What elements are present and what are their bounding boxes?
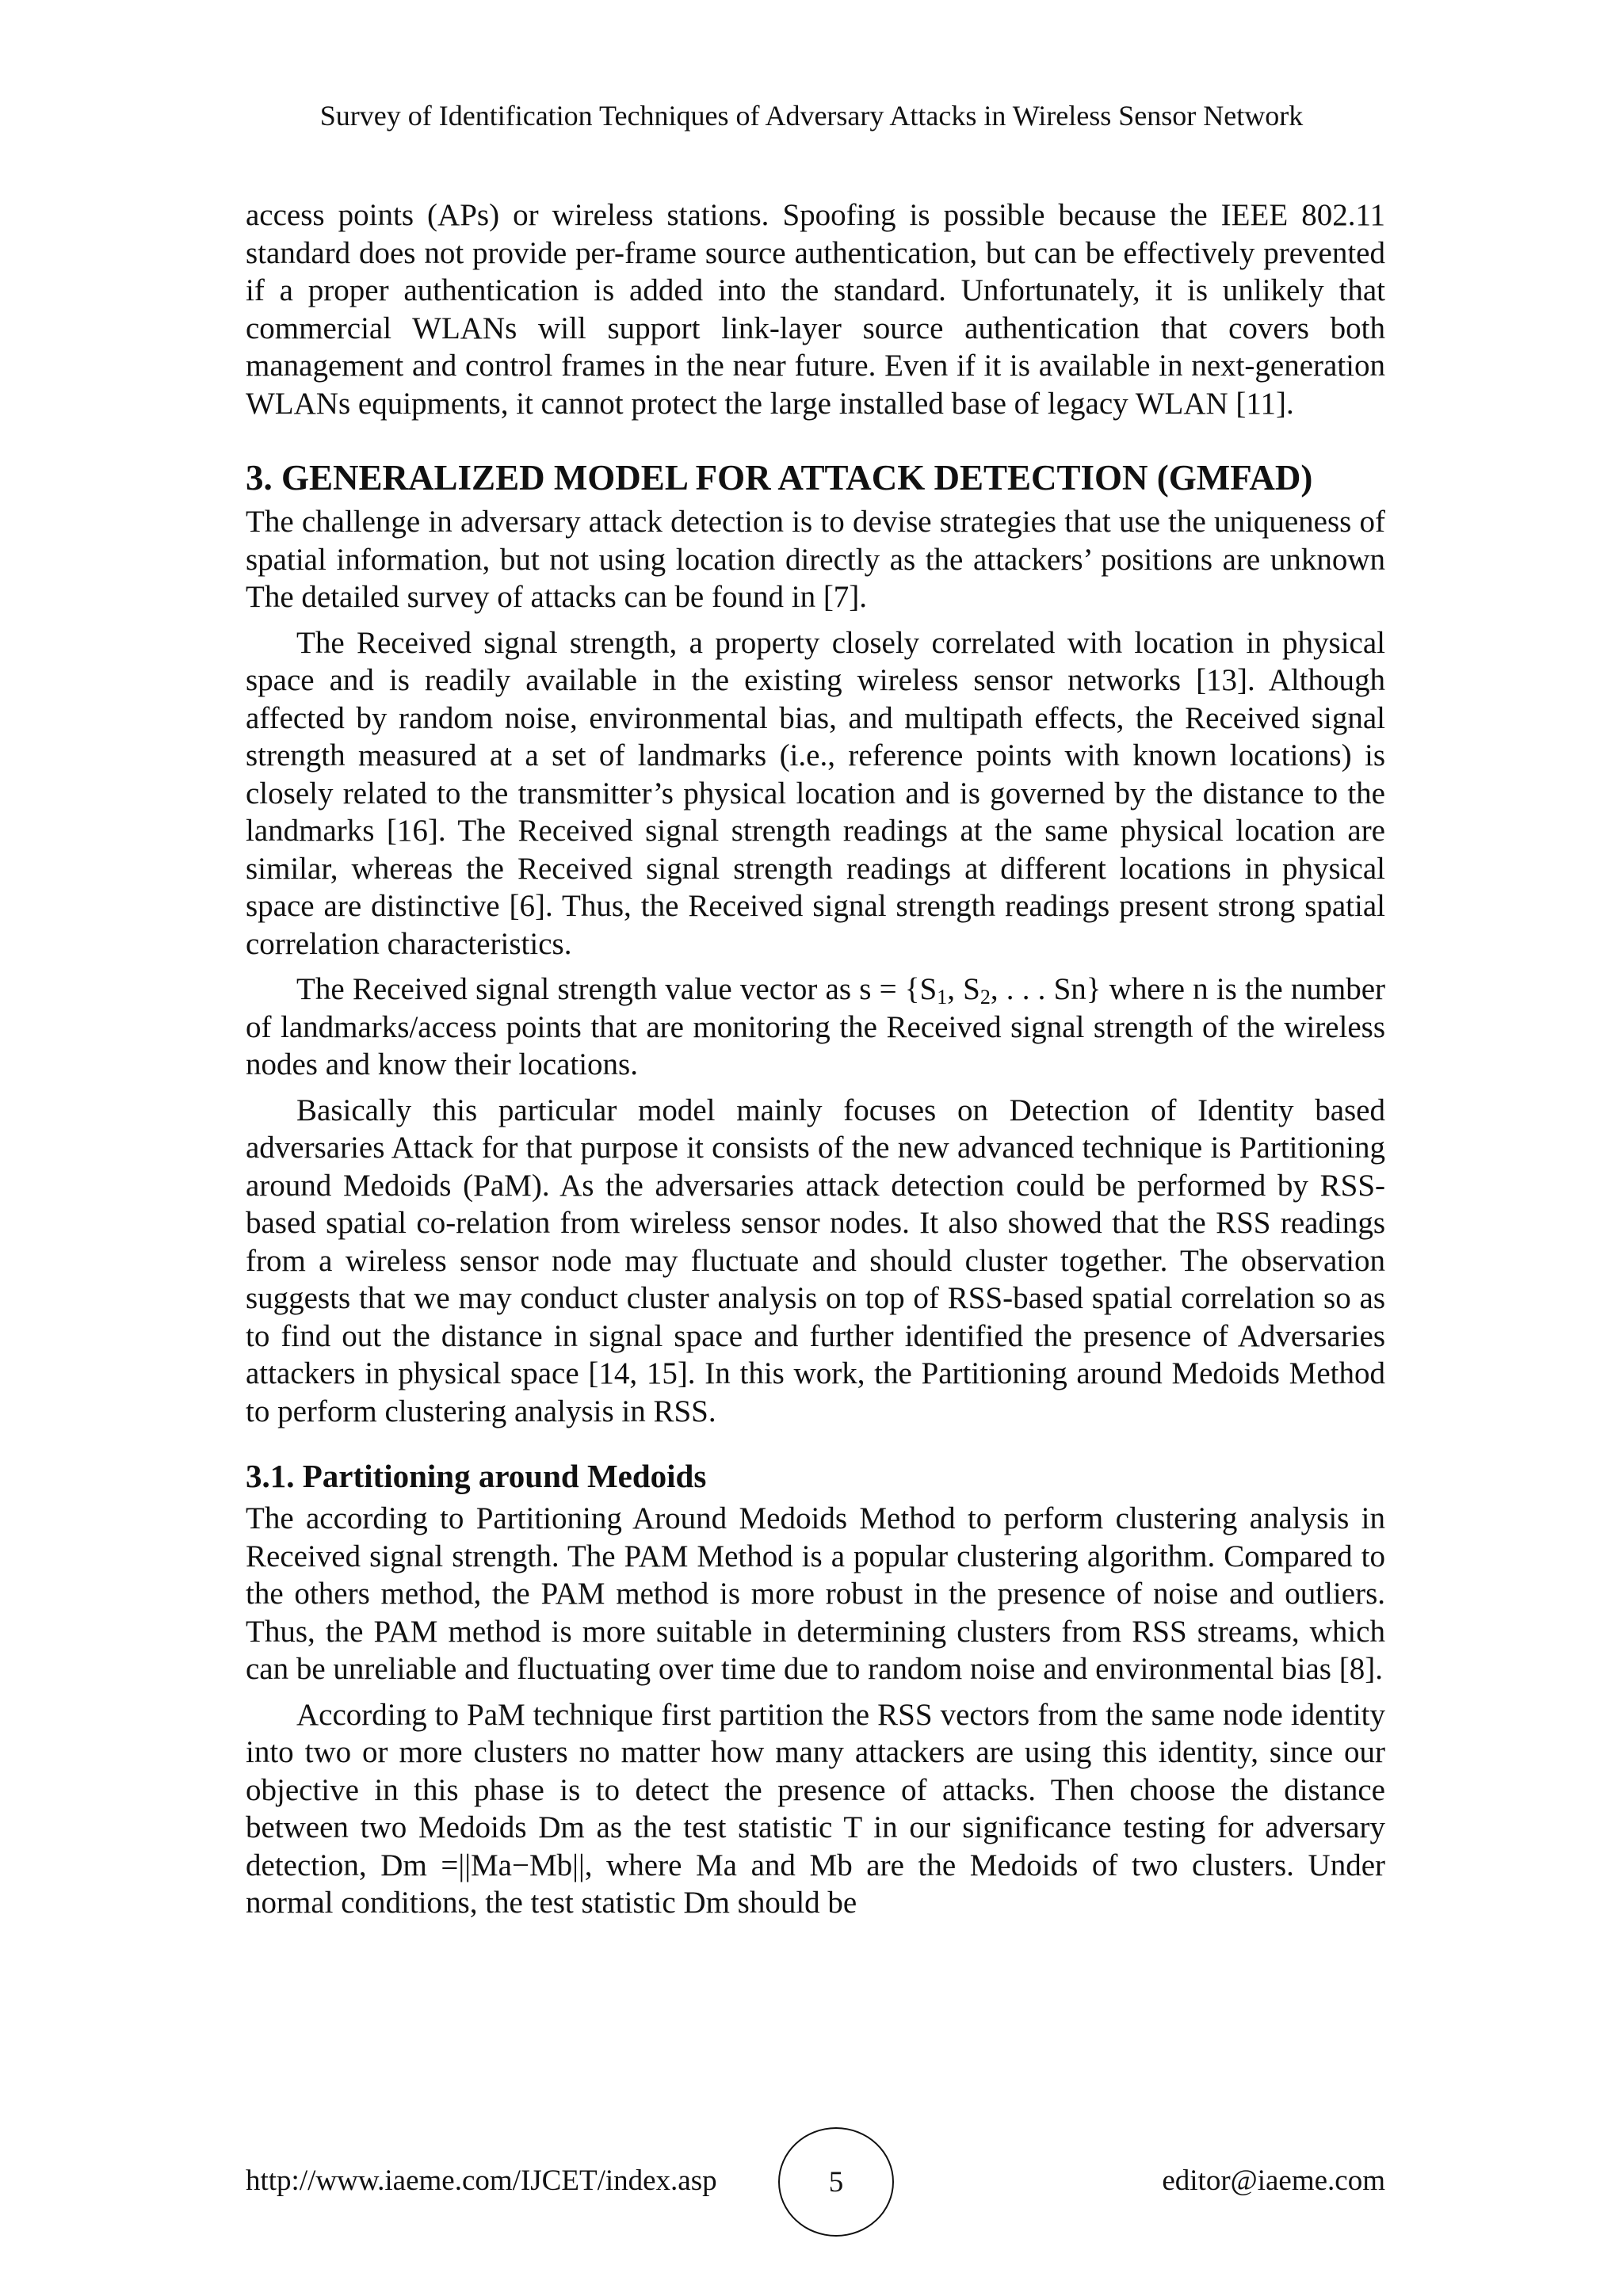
paragraph-rss: The Received signal strength, a property closely correlated with location in physical space and is readily available in the existing wireless sensor networks [13]. Although affected by random noise, environmental bias, and multipath effects, the Received signal strength measured at a set of landmarks (i.e., reference points with known locations) is closely related to the transmitter’s physical location and is governed by the distance to the landmarks [16]. The Received signal strength readings at the same physical location are similar, whereas the Received signal strength readings at different locations in physical space are distinctive [6]. Thus, the Received signal strength readings present strong spatial correlation characteristics. bbox=[246, 625, 1385, 961]
paragraph-pam-intro: The according to Partitioning Around Medoids Method to perform clustering analysis in Received signal strength. The PAM Method is a popular clustering algorithm. Compared to the others method, the PAM method is more robust in the presence of noise and outliers. Thus, the PAM method is more suitable in determining clusters from RSS streams, which can be unreliable and fluctuating over time due to random noise and environmental bias [8]. bbox=[246, 1501, 1385, 1686]
footer-email-link[interactable]: editor@iaeme.com bbox=[1162, 2164, 1385, 2197]
page-number-circle bbox=[778, 2127, 894, 2237]
subscript-1: 1 bbox=[937, 986, 948, 1009]
running-header: Survey of Identification Techniques of Adversary Attacks in Wireless Sensor Network bbox=[319, 100, 1304, 132]
paragraph-intro: access points (APs) or wireless stations. Spoofing is possible because the IEEE 802.11 standard does not provide per-frame source authentication, but can be effectively prevented if a proper authentication is added into the standard. Unfortunately, it is unlikely that commercial WLANs will support link-layer source authentication that covers both management and control frames in the near future. Even if it is available in next-generation WLANs equipments, it cannot protect the large installed base of legacy WLAN [11]. bbox=[246, 198, 1385, 421]
vector-text-end: , . . . Sn} where n is the number of landmarks/access points that are monitoring the Received signal strength of the wireless nodes and know their locations. bbox=[246, 972, 1385, 1081]
article-body bbox=[246, 196, 1385, 1922]
page-number: 5 bbox=[828, 2165, 844, 2199]
vector-text-mid: , S bbox=[947, 972, 980, 1006]
vector-text-start: The Received signal strength value vector as s = {S bbox=[296, 972, 938, 1006]
subscript-2: 2 bbox=[980, 986, 991, 1009]
paragraph-pam-technique: According to PaM technique first partition the RSS vectors from the same node identity into two or more clusters no matter how many attackers are using this identity, since our objective in this phase is to detect the presence of attacks. Then choose the distance between two Medoids Dm as the test statistic T in our significance testing for adversary detection, Dm =||Ma−Mb||, where Ma and Mb are the Medoids of two clusters. Under normal conditions, the test statistic Dm should be bbox=[246, 1697, 1385, 1920]
footer-url-link[interactable]: http://www.iaeme.com/IJCET/index.asp bbox=[246, 2164, 717, 2197]
paragraph-rss-vector bbox=[246, 971, 1385, 1084]
subsection-heading-pam: 3.1. Partitioning around Medoids bbox=[246, 1458, 707, 1494]
paragraph-basically: Basically this particular model mainly focuses on Detection of Identity based adversaries Attack for that purpose it consists of the new advanced technique is Partitioning around Medoids (PaM). As the adversaries attack detection could be performed by RSS-based spatial co-relation from wireless sensor nodes. It also showed that the RSS readings from a wireless sensor node may fluctuate and should cluster together. The observation suggests that we may conduct cluster analysis on top of RSS-based spatial correlation so as to find out the distance in signal space and further identified the presence of Adversaries attackers in physical space [14, 15]. In this work, the Partitioning around Medoids Method to perform clustering analysis in RSS. bbox=[246, 1093, 1385, 1428]
page-footer bbox=[246, 2127, 1385, 2238]
section-heading-gmfad: 3. GENERALIZED MODEL FOR ATTACK DETECTION (GMFAD) bbox=[246, 458, 1313, 498]
paragraph-challenge: The challenge in adversary attack detection is to devise strategies that use the uniqueness of spatial information, but not using location directly as the attackers’ positions are unknown The detailed survey of attacks can be found in [7]. bbox=[246, 505, 1385, 614]
